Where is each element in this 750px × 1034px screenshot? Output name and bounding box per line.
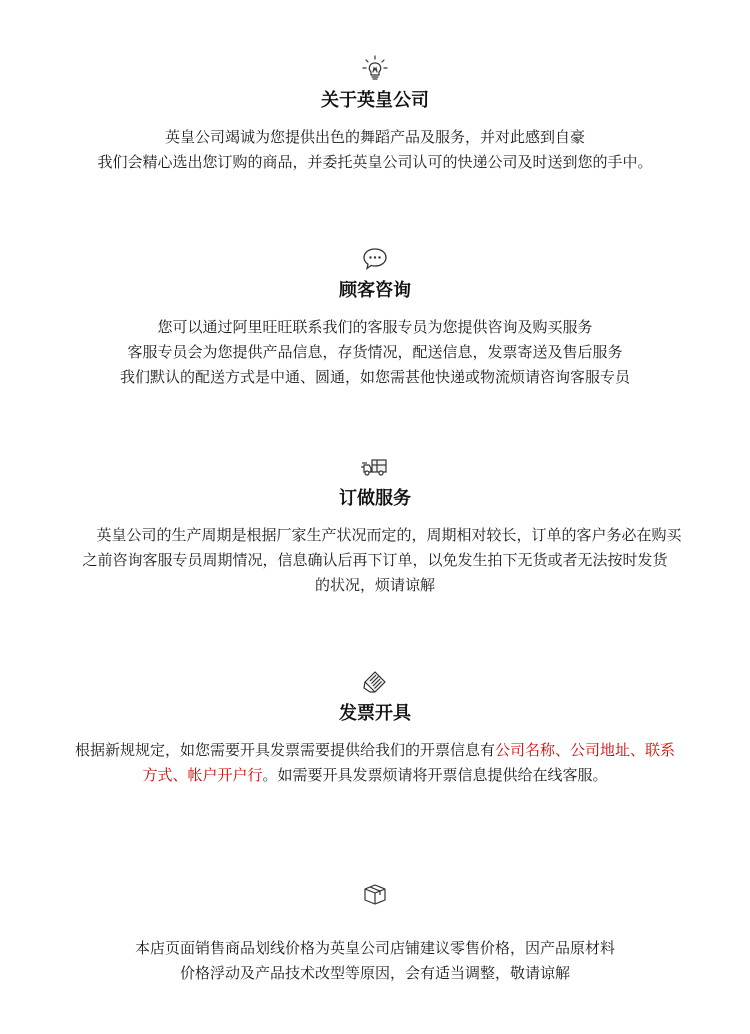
- invoice-required-fields-1: 公司名称、公司地址、联系: [495, 741, 676, 759]
- custom-order-title: 订做服务: [339, 488, 411, 509]
- about-line-2: 我们会精心选出您订购的商品，并委托英皇公司认可的快递公司及时送到您的手中。: [97, 153, 653, 171]
- document-pencil-icon: [361, 668, 389, 696]
- lightbulb-icon: [361, 55, 389, 83]
- invoice-line-2: [0, 763, 750, 788]
- invoice-required-fields-2: 方式、帐户开户行: [142, 766, 263, 784]
- about-line-1: 英皇公司竭诚为您提供出色的舞蹈产品及服务，并对此感到自豪: [164, 128, 585, 146]
- invoice-section: [0, 668, 750, 788]
- chat-bubble-icon: [361, 245, 389, 273]
- custom-order-section: [0, 453, 750, 598]
- invoice-line-1: [0, 738, 750, 763]
- about-section: [0, 55, 750, 175]
- invoice-title: 发票开具: [339, 703, 411, 724]
- customer-service-section: [0, 245, 750, 390]
- customer-service-line-1: 您可以通过阿里旺旺联系我们的客服专员为您提供咨询及购买服务: [157, 318, 593, 336]
- custom-order-line-1: 英皇公司的生产周期是根据厂家生产状况而定的，周期相对较长，订单的客户务必在购买: [96, 526, 682, 544]
- custom-order-line-2: 之前咨询客服专员周期情况，信息确认后再下订单，以免发生拍下无货或者无法按时发货: [82, 551, 668, 569]
- delivery-truck-icon: [361, 453, 389, 481]
- pricing-section: [0, 880, 750, 986]
- custom-order-line-3: 的状况，烦请谅解: [314, 576, 435, 594]
- customer-service-line-2: 客服专员会为您提供产品信息，存货情况，配送信息，发票寄送及售后服务: [127, 343, 623, 361]
- package-box-icon: [361, 880, 389, 908]
- pricing-line-2: 价格浮动及产品技术改型等原因，会有适当调整，敬请谅解: [179, 964, 570, 982]
- invoice-line-1-text: 根据新规规定，如您需要开具发票需要提供给我们的开票信息有: [74, 741, 495, 759]
- invoice-line-2-text: 。如需要开具发票烦请将开票信息提供给在线客服。: [262, 766, 608, 784]
- pricing-line-1: 本店页面销售商品划线价格为英皇公司店铺建议零售价格，因产品原材料: [134, 939, 615, 957]
- customer-service-title: 顾客咨询: [339, 280, 411, 301]
- customer-service-line-3: 我们默认的配送方式是中通、圆通，如您需甚他快递或物流烦请咨询客服专员: [119, 368, 630, 386]
- about-title: 关于英皇公司: [321, 90, 429, 111]
